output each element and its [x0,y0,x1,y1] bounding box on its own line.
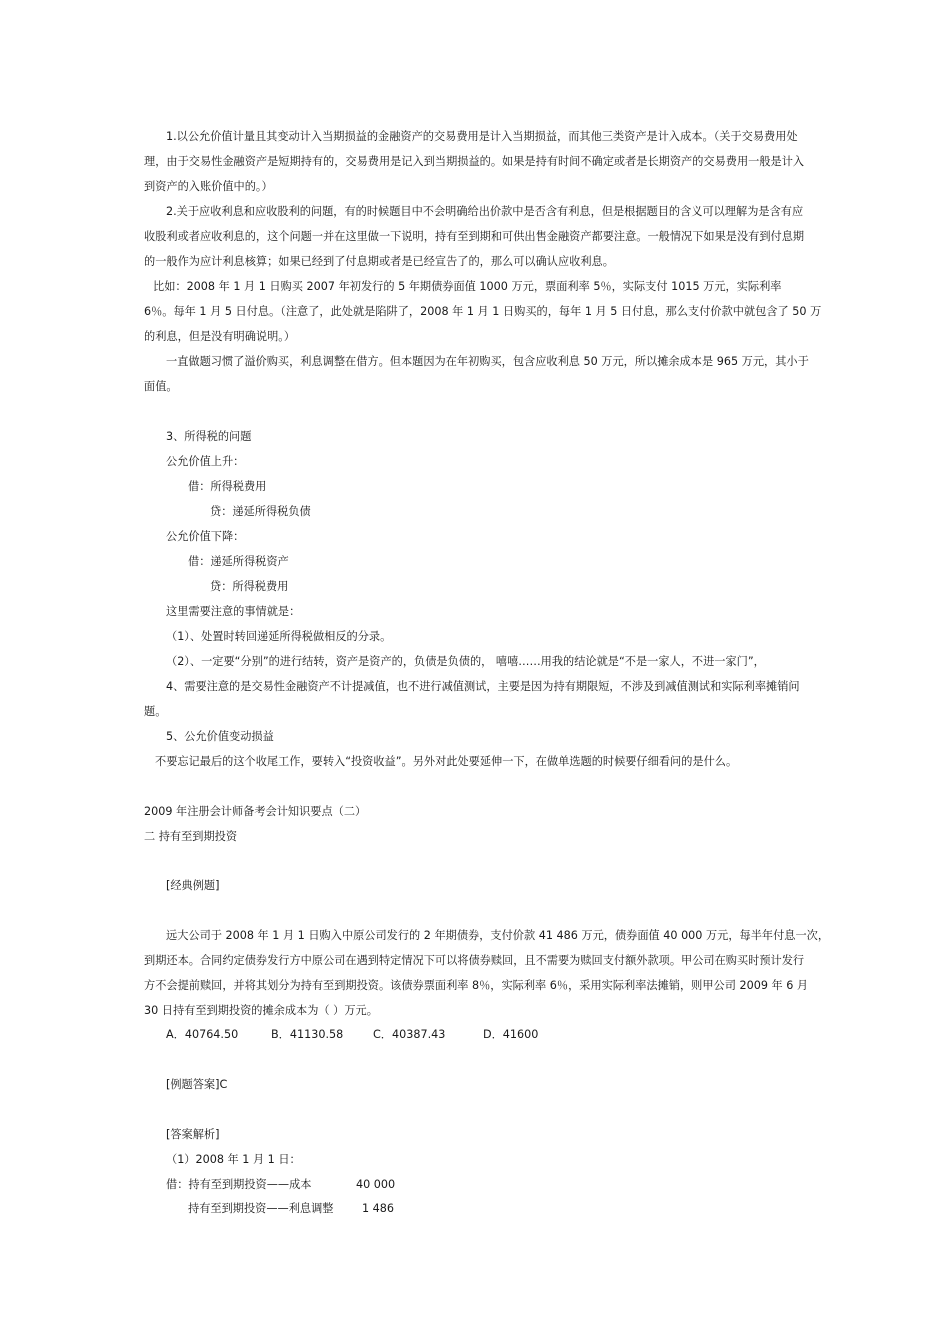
para-1-line-3: 到资产的入账价值中的。） [144,180,273,193]
fv-up-credit-entry: 贷：递延所得税负债 [210,505,311,518]
note-title: 这里需要注意的事情就是： [166,605,301,618]
para-3-line-1: 比如：2008 年 1 月 1 日购买 2007 年初发行的 5 年期债券面值 1000 万元，票面利率 5％，实际支付 1015 万元，实际利率 [153,280,782,293]
section-3-title: 3、所得税的问题 [166,430,252,443]
fair-value-up-label: 公允价值上升： [166,455,245,468]
para-3-line-3: 的利息，但是没有明确说明。） [144,330,296,343]
entry-1-amount: 40 000 [356,1178,396,1191]
example-tag: [经典例题] [166,879,220,892]
para-2-line-3: 的一般作为应计利息核算；如果已经到了付息期或者是已经宣告了的，那么可以确认应收利息。 [144,255,614,268]
answer-options [166,1027,538,1042]
note-item-2: （2）、一定要“分别”的进行结转，资产是资产的，负债是负债的， 嘻嘻……用我的结论就是“不是一家人，不进一家门”， [166,655,765,668]
fv-down-credit-entry: 贷：所得税费用 [210,580,289,593]
section-4-line-2: 题。 [144,705,167,718]
option-a: A．40764.50 [166,1028,239,1041]
note-item-1: （1）、处置时转回递延所得税做相反的分录。 [166,630,392,643]
entry-2-label: 持有至到期投资——利息调整 [188,1202,334,1215]
para-3-line-2: 6％。每年 1 月 5 日付息。（注意了，此处就是陷阱了，2008 年 1 月 1 日购买的，每年 1 月 5 日付息，那么支付价款中就包含了 50 万 [144,305,822,318]
example-answer: [例题答案]C [166,1078,228,1091]
para-4-line-2: 面值。 [144,380,178,393]
example-line-4: 30 日持有至到期投资的摊余成本为（ ）万元。 [144,1004,378,1017]
para-2-line-2: 收股利或者应收利息的，这个问题一并在这里做一下说明，持有至到期和可供出售金融资产都要注意。一般情况下如果是没有到付息期 [144,230,805,243]
part-2-title: 2009 年注册会计师备考会计知识要点（二） [144,805,367,818]
para-1-line-2: 理，由于交易性金融资产是短期持有的，交易费用是记入到当期损益的。如果是持有时间不确定或者是长期资产的交易费用一般是计入 [144,155,805,168]
para-4-line-1: 一直做题习惯了溢价购买，利息调整在借方。但本题因为在年初购买，包含应收利息 50 万元，所以摊余成本是 965 万元，其小于 [166,355,809,368]
example-line-2: 到期还本。合同约定债券发行方中原公司在遇到特定情况下可以将债券赎回，且不需要为赎回支付额外款项。甲公司在购买时预计发行 [144,954,805,967]
para-2-line-1: 2.关于应收利息和应收股利的问题，有的时候题目中不会明确给出价款中是否含有利息，但是根据题目的含义可以理解为是含有应 [166,205,804,218]
section-4-line-1: 4、需要注意的是交易性金融资产不计提减值，也不进行减值测试，主要是因为持有期限短，不涉及到减值测试和实际利率摊销问 [166,680,800,693]
fv-up-debit-entry: 借：所得税费用 [188,480,267,493]
entry-2-amount: 1 486 [362,1202,395,1215]
analysis-step-1: （1）2008 年 1 月 1 日： [166,1153,301,1166]
fv-down-debit-entry: 借：递延所得税资产 [188,555,289,568]
example-line-3: 方不会提前赎回，并将其划分为持有至到期投资。该债券票面利率 8％，实际利率 6％，采用实际利率法摊销，则甲公司 2009 年 6 月 [144,979,809,992]
para-1-line-1: 1.以公允价值计量且其变动计入当期损益的金融资产的交易费用是计入当期损益，而其他三类资产是计入成本。（关于交易费用处 [166,130,798,143]
entry-1-label: 借：持有至到期投资——成本 [166,1178,312,1191]
option-b: B．41130.58 [271,1028,344,1041]
option-d: D．41600 [483,1028,539,1041]
section-5-text: 不要忘记最后的这个收尾工作，要转入“投资收益”。另外对此处要延伸一下，在做单选题的时候要仔细看问的是什么。 [155,755,738,768]
option-c: C．40387.43 [373,1028,446,1041]
journal-entry-1 [166,1177,311,1192]
section-5-title: 5、公允价值变动损益 [166,730,274,743]
example-line-1: 远大公司于 2008 年 1 月 1 日购入中原公司发行的 2 年期债券，支付价款 41 486 万元，债券面值 40 000 万元，每半年付息一次， [166,929,830,942]
fair-value-down-label: 公允价值下降： [166,530,245,543]
part-2-subtitle: 二 持有至到期投资 [144,830,238,843]
analysis-tag: [答案解析] [166,1128,220,1141]
